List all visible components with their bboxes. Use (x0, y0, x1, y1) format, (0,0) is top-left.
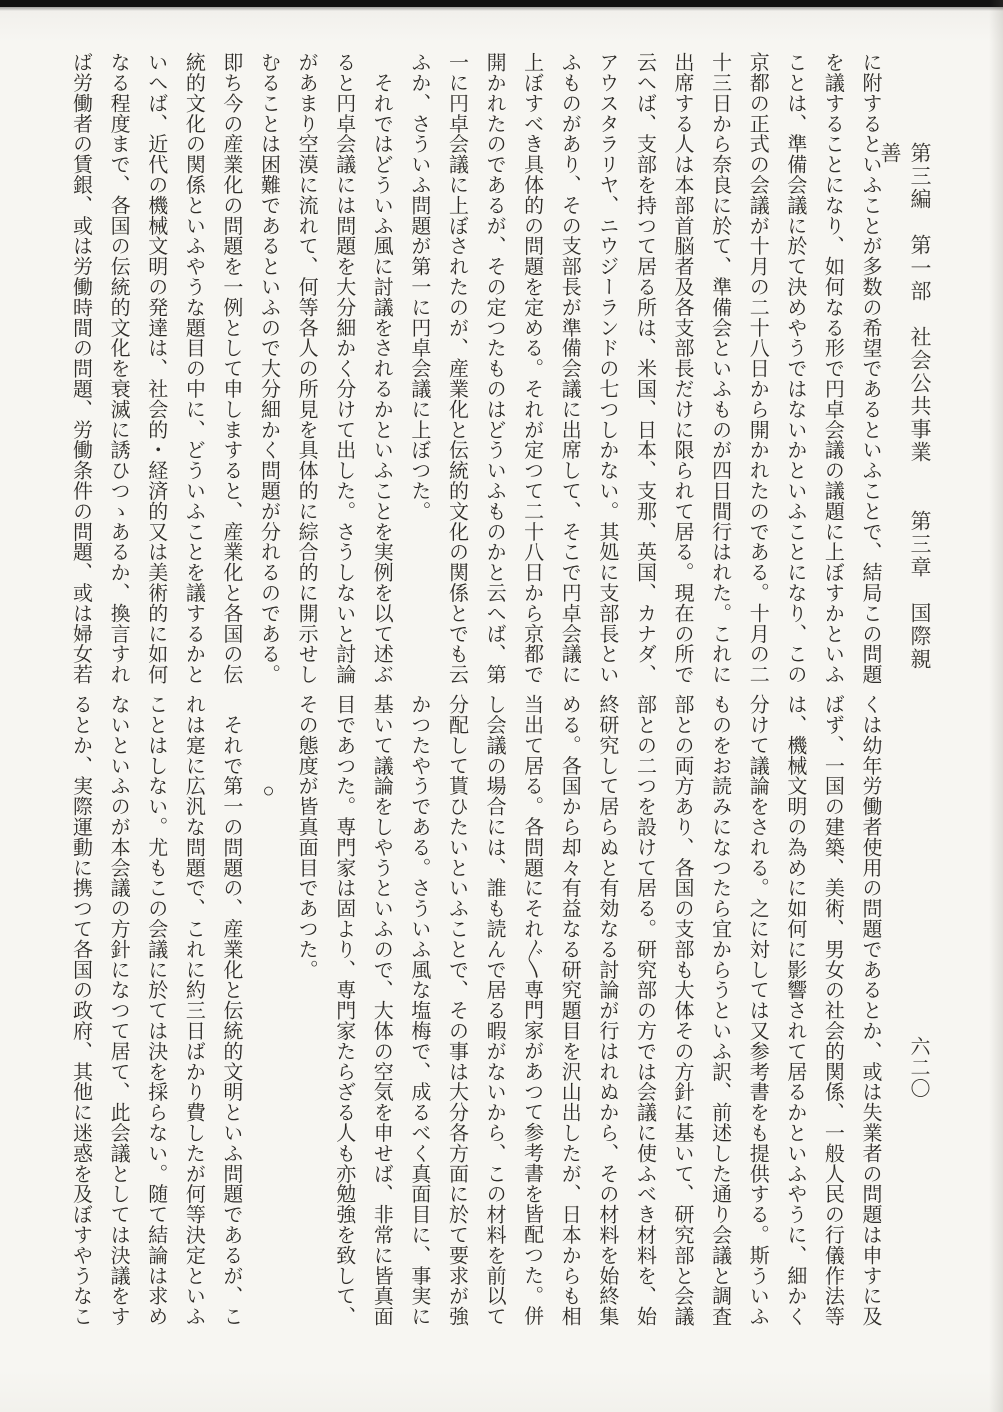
text-line: れは寔に広汎な問題で、これに約三日ばかり費したが何等決定といふ (182, 694, 205, 1327)
text-line: し会議の場合には、誰も読んで居る暇がないから、この材料を前以て (483, 694, 506, 1327)
text-line: ばず、一国の建築、美術、男女の社会的関係、一般人民の行儀作法等 (821, 694, 844, 1327)
scan-edge-shadow (0, 7, 1003, 11)
text-line: ると円卓会議には問題を大分細かく分けて出した。さうしないと討論 (332, 52, 355, 685)
text-line: 目であつた。専門家は固より、専門家たらざる人も亦勉強を致して、 (332, 694, 355, 1327)
text-line: 部との二つを設けて居る。研究部の方では会議に使ふべき材料を、始 (633, 694, 656, 1327)
text-line: むることは困難であるといふので大分細かく問題が分れるのである。 (257, 52, 280, 685)
text-line: なる程度まで、各国の伝統的文化を衰滅に誘ひつゝあるか、換言すれ (107, 52, 130, 685)
text-line: 一に円卓会議に上ぼされたのが、産業化と伝統的文化の関係とでも云 (445, 52, 468, 685)
text-line: 分配して貰ひたいといふことで、その事は大分各方面に於て要求が強 (445, 694, 468, 1327)
text-line: 京都の正式の会議が十月の二十八日から開かれたのである。十月の二 (746, 52, 769, 685)
text-line: に附するといふことが多数の希望であるといふことで、結局この問題 (859, 52, 881, 685)
page-number: 六二〇 (907, 1036, 929, 1099)
text-line: 基いて議論をしやうといふので、大体の空気を申せば、非常に皆真面 (370, 694, 393, 1327)
text-line: ふか、さういふ問題が第一に円卓会議に上ぼつた。 (407, 52, 430, 522)
text-line: 分けて議論をされる。之に対しては又参考書をも提供する。斯ういふ (746, 694, 769, 1327)
text-line: を議することになり、如何なる形で円卓会議の議題に上ぼすかといふ (821, 52, 844, 685)
text-line: るとか、実際運動に携つて各国の政府、其他に迷惑を及ぼすやうなこ (69, 694, 92, 1327)
text-line: それではどういふ風に討議をされるかといふことを実例を以て述ぶ (370, 52, 393, 685)
text-line: ものをお読みになつたら宜からうといふ訳、前述した通り会議と調査 (708, 694, 731, 1327)
scan-edge-strip (0, 0, 1003, 7)
text-line: 云へば、支部を持つて居る所は、米国、日本、支那、英国、カナダ、 (633, 52, 656, 685)
text-line: 十三日から奈良に於て、準備会といふものが四日間行はれた。これに (708, 52, 731, 685)
text-line: ことはしない。尤もこの会議に於ては決を採らない。随て結論は求め (144, 694, 167, 1327)
text-line: める。各国から却々有益なる研究題目を沢山出したが、日本からも相 (558, 694, 581, 1327)
running-head: 第三編 第一部 社会公共事業 第三章 国際親善 (878, 142, 932, 671)
text-line: ふものがあり、その支部長が準備会議に出席して、そこで円卓会議に (558, 52, 581, 685)
text-line: いへば、近代の機械文明の発達は、社会的・経済的又は美術的に如何 (144, 52, 167, 685)
text-block-top (56, 52, 888, 685)
text-line: があまり空漠に流れて、何等各人の所見を具体的に綜合的に開示せし (295, 52, 318, 685)
text-line: ば労働者の賃銀、或は労働時間の問題、労働条件の問題、或は婦女若 (69, 52, 92, 685)
text-line: 上ぼすべき具体的の問題を定める。それが定つて二十八日から京都で (520, 52, 543, 685)
text-line: くは幼年労働者使用の問題であるとか、或は失業者の問題は申すに及 (859, 694, 881, 1327)
text-line: 出席する人は本部首脳者及各支部長だけに限られて居る。現在の所で (671, 52, 694, 685)
text-line: ことは、準備会議に於て決めやうではないかといふことになり、この (783, 52, 806, 685)
text-line: その態度が皆真面目であつた。 (295, 694, 318, 980)
text-block-bottom (56, 694, 888, 1327)
text-line: ないといふのが本会議の方針になつて居て、此会議としては決議をす (107, 694, 130, 1327)
text-line: は、機械文明の為めに如何に影響されて居るかといふやうに、細かく (783, 694, 806, 1327)
text-line: 即ち今の産業化の問題を一例として申しますると、産業化と各国の伝 (219, 52, 242, 685)
text-line: 統的文化の関係といふやうな題目の中に、どういふことを議するかと (182, 52, 205, 685)
text-line: アウスタラリヤ、ニウジーランドの七つしかない。其処に支部長とい (595, 52, 618, 685)
text-line: 開かれたのであるが、その定つたものはどういふものかと云へば、第 (483, 52, 506, 685)
text-line: それで第一の問題の、産業化と伝統的文明といふ問題であるが、こ (219, 694, 242, 1327)
text-line: 当出て居る。各問題にそれ〴〵専門家があつて参考書を皆配つた。併 (520, 694, 543, 1326)
section-divider: ○ (257, 780, 280, 803)
text-line: 部との両方あり、各国の支部も大体その方針に基いて、研究部と会議 (671, 694, 694, 1327)
text-line: 終研究して居らぬと有効なる討論が行はれぬから、その材料を始終集 (595, 694, 618, 1327)
text-line: かつたやうである。さういふ風な塩梅で、成るべく真面目に、事実に (407, 694, 430, 1327)
